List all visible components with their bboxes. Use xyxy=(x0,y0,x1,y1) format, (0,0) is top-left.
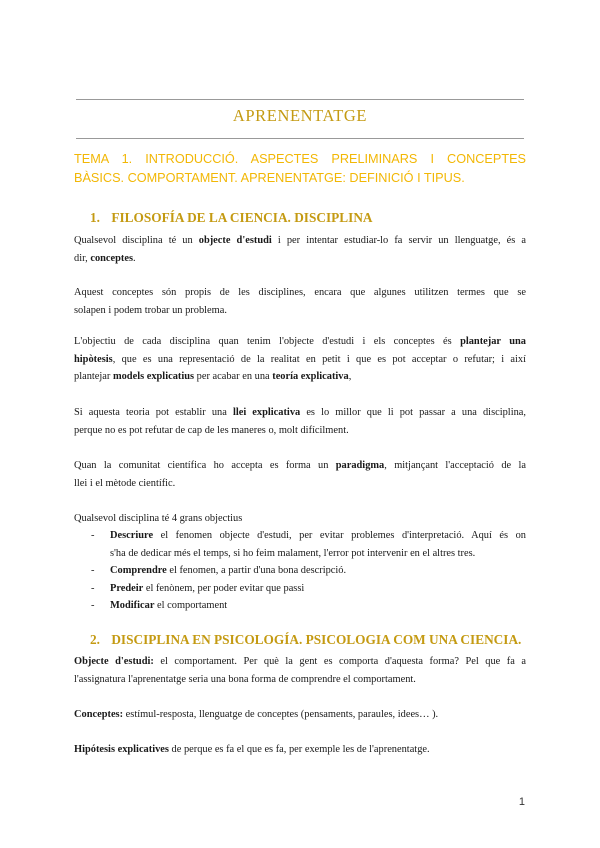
tema-line-2: BÀSICS. COMPORTAMENT. APRENENTATGE: DEFINICIÓ I TIPUS. xyxy=(74,171,465,185)
paragraph-objectius-intro: Qualsevol disciplina té 4 grans objectius xyxy=(74,513,243,524)
paragraph-objecte-psicologia: Objecte d'estudi: el comportament. Per què la gent es comporta d'aquesta forma? Pel que fa a l'assignatura l'aprenentatge seria una bona forma de comprendre el comportament. xyxy=(74,656,526,685)
title-rule xyxy=(76,138,524,139)
paragraph-llei: Si aquesta teoria pot establir una llei explicativa es lo millor que li pot passar a una disciplina, perque no es pot refutar de cap de les maneres o, molt difícilment. xyxy=(74,407,526,436)
paragraph-conceptes: Aquest conceptes són propis de les disciplines, encara que algunes utilitzen termes que se solapen i podem trobar un problema. xyxy=(74,287,526,316)
list-item: - Predeir el fenònem, per poder evitar que passi xyxy=(91,582,305,594)
section-1-heading xyxy=(90,210,373,226)
paragraph-hipotesis: Hipótesis explicatives de perque es fa el que es fa, per exemple les de l'aprenentatge. xyxy=(74,744,430,755)
section-1-number: 1. xyxy=(90,210,100,225)
tema-line-1: TEMA 1. INTRODUCCIÓ. ASPECTES PRELIMINARS I CONCEPTES xyxy=(74,152,526,166)
section-1-title: FILOSOFÍA DE LA CIENCIA. DISCIPLINA xyxy=(111,210,373,225)
objectives-list xyxy=(74,527,526,615)
section-2-heading xyxy=(90,632,521,648)
list-item: - Descriure el fenomen objecte d'estudi, per evitar problemes d'interpretació. Aquí és on s'ha de dedicar més el temps, si ho feim malament, l'error pot intervenir en el altres tres. xyxy=(91,530,526,559)
section-2-number: 2. xyxy=(90,632,100,647)
top-rule xyxy=(76,99,524,100)
list-item: - Modificar el comportament xyxy=(91,600,228,611)
paragraph-paradigma: Quan la comunitat científica ho accepta es forma un paradigma, mitjançant l'acceptació de la llei i el mètode científic. xyxy=(74,460,526,489)
tema-heading xyxy=(74,150,526,188)
document-title: APRENENTATGE xyxy=(232,106,368,125)
paragraph-objectiu: L'objectiu de cada disciplina quan tenim l'objecte d'estudi i els conceptes és plantejar una hipòtesis, que es una representació de la realitat en petit i que es pot acceptar o refutar; i així plantejar models explicatius per acabar en una teoría explicativa, xyxy=(74,336,526,382)
section-2-title: DISCIPLINA EN PSICOLOGÍA. PSICOLOGIA COM UNA CIENCIA. xyxy=(111,632,522,647)
paragraph-conceptes-psicologia: Conceptes: estímul-resposta, llenguatge de conceptes (pensaments, paraules, idees… ). xyxy=(74,709,439,720)
list-item: - Comprendre el fenomen, a partir d'una bona descripció. xyxy=(91,565,347,576)
page-number: 1 xyxy=(518,796,525,808)
paragraph-objecte: Qualsevol disciplina té un objecte d'estudi i per intentar estudiar-lo fa servir un llenguatge, és a dir, conceptes. xyxy=(74,235,526,264)
